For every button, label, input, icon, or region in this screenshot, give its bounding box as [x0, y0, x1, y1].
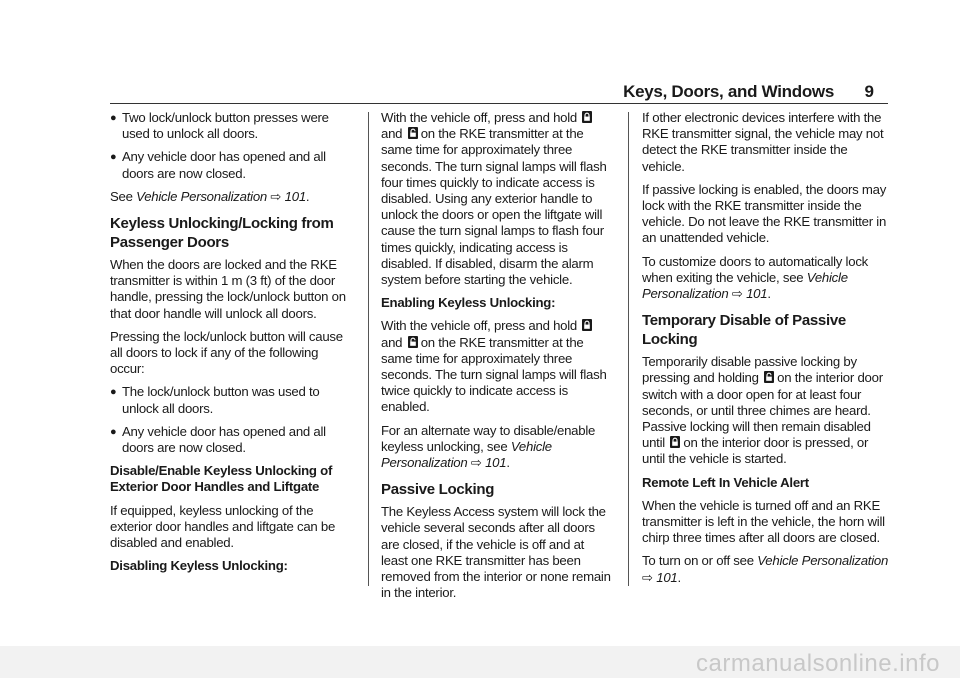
bullet-item: ● Two lock/unlock button presses were used to unlock all doors. — [110, 110, 329, 142]
page-ref-number[interactable]: 101 — [746, 286, 768, 302]
unlock-icon — [408, 127, 418, 139]
unlock-icon — [408, 336, 418, 348]
page-ref-number[interactable]: 101 — [485, 455, 507, 471]
paragraph: With the vehicle off, press and hold and on the RKE transmitter at the same time for approximately three seconds. The turn signal lamps will flash four times quickly to indicate access is disabled. Using any exterior handle to unlock the doors or open the liftgate will cause the turn signal lamps to flash four times quickly, indicating access is disabled. If disabled, disarm the alarm system before starting the vehicle. — [381, 110, 607, 288]
paragraph: To customize doors to automatically lock when exiting the vehicle, see Vehicle Personalization ⇨ 101. — [642, 253, 869, 302]
vehicle-personalization-link[interactable]: Vehicle Personalization — [381, 438, 552, 471]
paragraph: The Keyless Access system will lock the vehicle several seconds after all doors are closed, if the vehicle is off and at least one RKE transmitter has been removed from the interior or none remain in the interior. — [381, 504, 611, 601]
page-ref-arrow-icon: ⇨ — [470, 455, 482, 471]
header-rule — [110, 103, 888, 104]
lock-icon — [670, 436, 680, 448]
section-heading: Keyless Unlocking/Locking from Passenger Doors — [110, 215, 334, 252]
paragraph: If equipped, keyless unlocking of the exterior door handles and liftgate can be disabled and enabled. — [110, 502, 336, 551]
watermark-bar — [0, 646, 960, 678]
paragraph: With the vehicle off, press and hold and on the RKE transmitter at the same time for approximately three seconds. The turn signal lamps will flash twice quickly to indicate access is enabled. — [381, 318, 607, 415]
bullet-icon: ● — [110, 425, 117, 438]
bullet-item: ● Any vehicle door has opened and all doors are now closed. — [110, 423, 326, 456]
page-ref-arrow-icon: ⇨ — [731, 286, 743, 302]
bullet-icon: ● — [110, 151, 117, 164]
unlock-icon — [764, 371, 774, 383]
column-divider — [628, 112, 629, 586]
bullet-icon: ● — [110, 386, 117, 399]
bullet-item: ● Any vehicle door has opened and all doors are now closed. — [110, 149, 326, 181]
vehicle-personalization-link[interactable]: Vehicle Personalization — [136, 188, 267, 204]
subheading: Disabling Keyless Unlocking: — [110, 558, 288, 574]
vehicle-personalization-link[interactable]: Vehicle Personalization — [757, 553, 889, 569]
paragraph: Pressing the lock/unlock button will cause all doors to lock if any of the following occur: — [110, 328, 343, 377]
paragraph: Temporarily disable passive locking by pressing and holding on the interior door switch with a door open for at least four seconds, or until three chimes are heard. Passive locking will then remain disabled until on the interior door is pressed, or until the vehicle is started. — [642, 354, 883, 467]
paragraph: If passive locking is enabled, the doors may lock with the RKE transmitter inside the vehicle. Do not leave the RKE transmitter in an unattended vehicle. — [642, 181, 887, 246]
lock-icon — [582, 319, 592, 331]
column-2 — [381, 110, 613, 608]
bullet-icon: ● — [110, 112, 117, 124]
watermark-text: carmanualsonline.info — [696, 650, 940, 677]
paragraph: When the doors are locked and the RKE transmitter is within 1 m (3 ft) of the door handle, pressing the lock/unlock button on that door handle will unlock all doors. — [110, 257, 346, 321]
page-ref-arrow-icon: ⇨ — [642, 569, 653, 585]
subheading: Enabling Keyless Unlocking: — [381, 295, 556, 311]
page-number: 9 — [864, 82, 874, 101]
section-heading: Temporary Disable of Passive Locking — [642, 312, 846, 349]
bullet-item: ● The lock/unlock button was used to unlock all doors. — [110, 384, 320, 416]
column-1 — [110, 110, 353, 581]
page-ref-arrow-icon: ⇨ — [270, 188, 282, 204]
vehicle-personalization-link[interactable]: Vehicle Personalization — [642, 269, 848, 302]
page-ref-number[interactable]: 101 — [656, 569, 678, 585]
paragraph: When the vehicle is turned off and an RKE transmitter is left in the vehicle, the horn will chirp three times after all doors are closed. — [642, 497, 885, 546]
section-heading: Passive Locking — [381, 481, 495, 499]
paragraph: To turn on or off see Vehicle Personalization ⇨ 101. — [642, 553, 889, 585]
page-ref-number[interactable]: 101 — [284, 188, 306, 204]
see-reference: See Vehicle Personalization ⇨ 101. — [110, 188, 310, 204]
column-divider — [368, 112, 369, 586]
subheading: Remote Left In Vehicle Alert — [642, 474, 809, 490]
paragraph: If other electronic devices interfere with the RKE transmitter signal, the vehicle may not detect the RKE transmitter inside the vehicle. — [642, 110, 884, 174]
lock-icon — [582, 111, 592, 123]
section-title: Keys, Doors, and Windows — [623, 82, 834, 101]
column-3 — [642, 110, 890, 593]
subheading: Disable/Enable Keyless Unlocking of Exterior Door Handles and Liftgate — [110, 463, 333, 495]
paragraph: For an alternate way to disable/enable keyless unlocking, see Vehicle Personalization ⇨ 101. — [381, 422, 596, 471]
